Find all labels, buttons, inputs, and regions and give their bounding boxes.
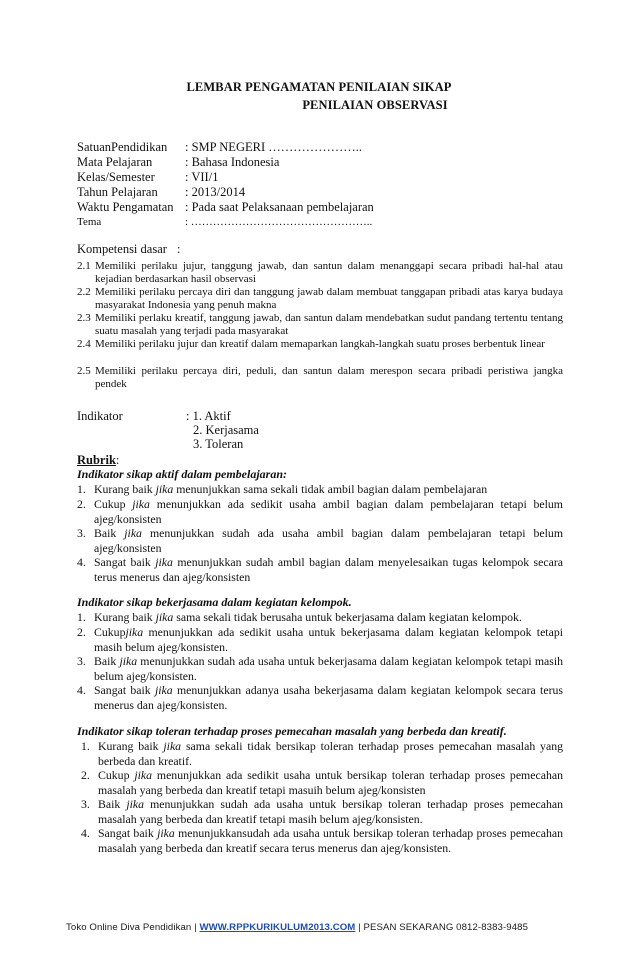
rubrik-label: Rubrik xyxy=(77,453,116,467)
indikator-item: 3. Toleran xyxy=(193,437,244,451)
footer-website-link[interactable]: WWW.RPPKURIKULUM2013.COM xyxy=(199,922,356,933)
rubric-item xyxy=(81,797,563,826)
kompetensi-text: Memiliki perlaku kreatif, tanggung jawab, dan santun dalam mendebatkan sudut pandang tertentu tentang suatu masalah yang terjadi pada masyarakat xyxy=(95,312,563,337)
rubric-item-text: Cukup jika menunjukkan ada sedikit usaha ambil bagian dalam pembelajaran tetapi belum ajeg/konsisten xyxy=(94,497,563,526)
rubric-item-number: 1. xyxy=(77,482,86,496)
rubric-item-number: 2. xyxy=(77,497,86,511)
rubric-item-text: Kurang baik jika sama sekali tidak berusaha untuk bekerjasama dalam kegiatan kelompok. xyxy=(94,610,522,624)
rubric-item-number: 3. xyxy=(81,797,90,811)
section-title xyxy=(77,724,563,739)
rubric-item-number: 3. xyxy=(77,526,86,540)
rubrik-colon: : xyxy=(115,453,120,467)
section-title-text: Indikator sikap aktif dalam pembelajaran: xyxy=(77,467,288,481)
rubric-item-text: Sangat baik jika menunjukkansudah ada usaha untuk bersikap toleran terhadap proses pemecahan masalah yang berbeda dan kreatif secara terus menerus dan ajeg/konsisten. xyxy=(98,826,563,855)
kompetensi-item xyxy=(77,338,563,351)
rubric-item xyxy=(81,826,563,855)
footer-prefix: Toko Online Diva Pendidikan | xyxy=(66,922,200,933)
rubric-item xyxy=(77,654,563,683)
kompetensi-item xyxy=(77,286,563,312)
rubric-item-number: 4. xyxy=(77,683,86,697)
kompetensi-text: Memiliki perilaku percaya diri, peduli, dan santun dalam merespon secara pribadi peristiwa jangka pendek xyxy=(95,365,563,390)
rubric-item-text: Cukupjika menunjukkan ada sedikit usaha untuk bekerjasama dalam kegiatan kelompok tetapi masih belum ajeg/konsisten. xyxy=(94,625,563,654)
rubric-item-text: Sangat baik jika menunjukkan sudah ambil bagian dalam menyelesaikan tugas kelompok secara terus menerus dan ajeg/konsisten xyxy=(94,555,563,584)
kompetensi-label: Kompetensi dasar xyxy=(77,242,167,256)
kompetensi-text: Memiliki perilaku percaya diri dan tanggung jawab dalam membuat tanggapan pribadi atas karya budaya masyarakat Indonesia yang penuh makna xyxy=(95,286,563,311)
kompetensi-number: 2.4 xyxy=(77,338,91,350)
rubric-item xyxy=(77,683,563,712)
rubric-item-text: Kurang baik jika menunjukkan sama sekali tidak ambil bagian dalam pembelajaran xyxy=(94,482,488,496)
indikator-label: Indikator xyxy=(77,409,123,423)
rubric-item-number: 3. xyxy=(77,654,86,668)
rubric-item-number: 2. xyxy=(81,768,90,782)
kompetensi-number: 2.2 xyxy=(77,286,91,298)
identity-value: : SMP NEGERI ………………….. xyxy=(185,140,362,154)
section-title-text: Indikator sikap bekerjasama dalam kegiatan kelompok. xyxy=(77,595,352,609)
rubric-item-text: Sangat baik jika menunjukkan adanya usaha bekerjasama dalam kegiatan kelompok secara terus menerus dan ajeg/konsisten. xyxy=(94,683,563,712)
rubric-item-number: 4. xyxy=(81,826,90,840)
identity-value: : ………………………………………….. xyxy=(185,216,373,228)
identity-value: : Pada saat Pelaksanaan pembelajaran xyxy=(185,200,374,214)
indikator-item: : 1. Aktif xyxy=(186,409,231,423)
footer xyxy=(66,922,528,933)
indikator-item: 2. Kerjasama xyxy=(193,423,259,437)
rubric-item-number: 1. xyxy=(81,739,90,753)
rubric-item xyxy=(77,497,563,526)
rubric-item-text: Baik jika menunjukkan sudah ada usaha untuk bersikap toleran terhadap proses pemecahan masalah yang berbeda dan kreatif tetapi masih belum ajeg/konsisten. xyxy=(98,797,563,826)
kompetensi-colon: : xyxy=(177,242,181,256)
rubric-item xyxy=(77,625,563,654)
kompetensi-number: 2.5 xyxy=(77,365,91,377)
identity-value: : Bahasa Indonesia xyxy=(185,155,280,169)
identity-value: : 2013/2014 xyxy=(185,185,246,199)
kompetensi-item xyxy=(77,312,563,338)
footer-suffix: | PESAN SEKARANG 0812-8383-9485 xyxy=(355,922,528,933)
identity-label: Tema xyxy=(77,216,102,228)
section-title xyxy=(77,595,563,610)
rubric-item-number: 1. xyxy=(77,610,86,624)
identity-label: Tahun Pelajaran xyxy=(77,185,158,199)
kompetensi-item xyxy=(77,260,563,286)
page-subtitle: PENILAIAN OBSERVASI xyxy=(302,98,448,112)
identity-label: SatuanPendidikan xyxy=(77,140,168,154)
page-title: LEMBAR PENGAMATAN PENILAIAN SIKAP xyxy=(186,80,452,94)
rubric-item-number: 4. xyxy=(77,555,86,569)
rubric-item xyxy=(77,555,563,584)
kompetensi-item xyxy=(77,365,563,391)
kompetensi-text: Memiliki perilaku jujur dan kreatif dalam memaparkan langkah-langkah suatu proses berbentuk linear xyxy=(95,338,545,350)
rubric-item xyxy=(77,482,563,497)
rubric-item-text: Kurang baik jika sama sekali tidak bersikap toleran terhadap proses pemecahan masalah yang berbeda dan kreatif. xyxy=(98,739,563,768)
rubric-item-text: Cukup jika menunjukkan ada sedikit usaha untuk bersikap toleran terhadap proses pemecahan masalah yang berbeda dan kreatif tetapi masuih belum ajeg/konsisten xyxy=(98,768,563,797)
identity-value: : VII/1 xyxy=(185,170,219,184)
rubric-item-text: Baik jika menunjukkan sudah ada usaha untuk bekerjasama dalam kegiatan kelompok tetapi masih belum ajeg/konsisten. xyxy=(94,654,563,683)
section-title-text: Indikator sikap toleran terhadap proses pemecahan masalah yang berbeda dan kreatif. xyxy=(77,724,507,738)
kompetensi-heading xyxy=(77,242,181,257)
identity-label: Mata Pelajaran xyxy=(77,155,153,169)
rubric-item-text: Baik jika menunjukkan sudah ada usaha ambil bagian dalam pembelajaran tetapi belum ajeg/konsisten xyxy=(94,526,564,555)
rubric-item-number: 2. xyxy=(77,625,86,639)
kompetensi-number: 2.3 xyxy=(77,312,91,324)
rubric-item xyxy=(77,526,563,555)
rubric-item xyxy=(81,768,563,797)
kompetensi-number: 2.1 xyxy=(77,260,91,272)
rubric-item xyxy=(81,739,563,768)
identity-label: Kelas/Semester xyxy=(77,170,155,184)
rubric-item xyxy=(77,610,563,625)
kompetensi-text: Memiliki perilaku jujur, tanggung jawab, dan santun dalam menanggapi secara pribadi hal-hal atau kejadian berdasarkan hasil observasi xyxy=(95,260,563,285)
rubrik-heading xyxy=(77,453,563,468)
section-title xyxy=(77,467,563,482)
identity-label: Waktu Pengamatan xyxy=(77,200,174,214)
